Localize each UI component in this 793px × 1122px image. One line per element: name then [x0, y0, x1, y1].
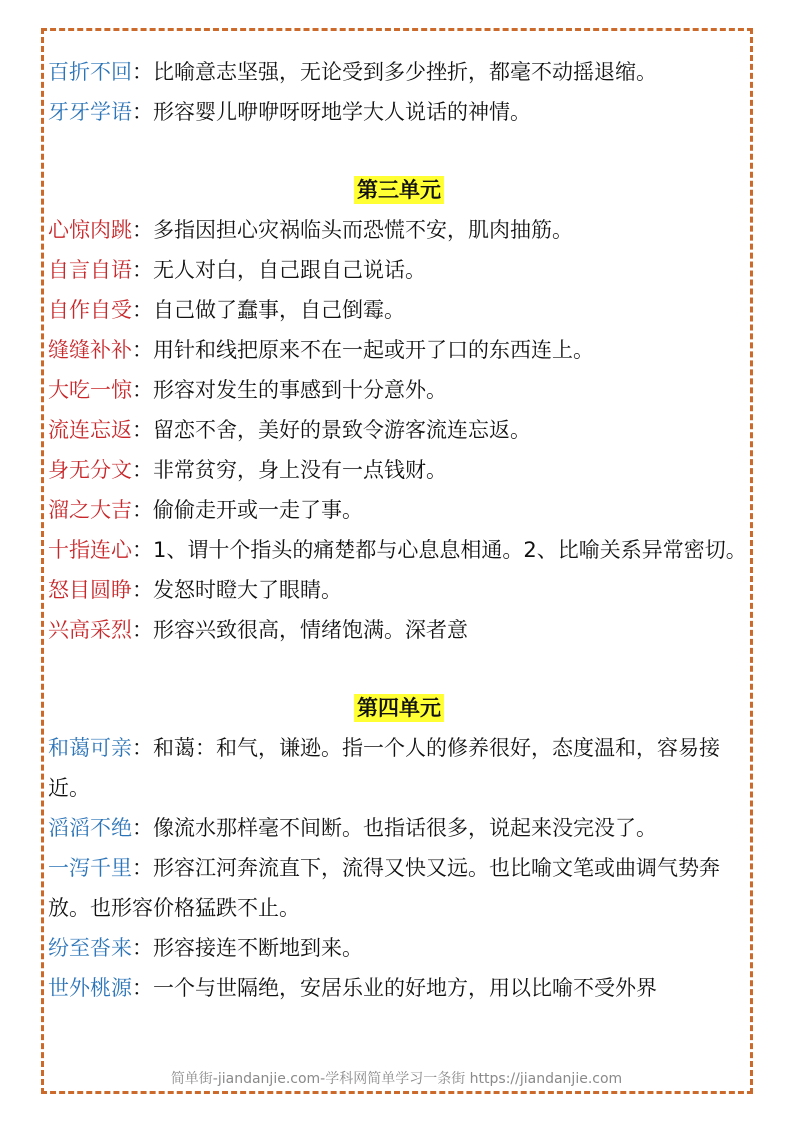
- idiom-definition: 形容兴致很高，情绪饱满。深者意: [153, 618, 468, 642]
- idiom-definition: 形容江河奔流直下，流得又快又远。也比喻文笔或曲调气势奔放。也形容价格猛跌不止。: [48, 856, 720, 920]
- idiom-term: 和蔼可亲: [48, 736, 132, 760]
- idiom-entry: 身无分文：非常贫穷，身上没有一点钱财。: [48, 458, 447, 482]
- idiom-term: 百折不回: [48, 60, 132, 84]
- idiom-entry: 自作自受：自己做了蠢事，自己倒霉。: [48, 298, 405, 322]
- idiom-term: 自作自受: [48, 298, 132, 322]
- idiom-definition: 留恋不舍，美好的景致令游客流连忘返。: [153, 418, 531, 442]
- idiom-entry: 大吃一惊：形容对发生的事感到十分意外。: [48, 378, 447, 402]
- idiom-term: 溜之大吉: [48, 498, 132, 522]
- idiom-term: 怒目圆睁: [48, 578, 132, 602]
- idiom-definition: 像流水那样毫不间断。也指话很多，说起来没完没了。: [153, 816, 657, 840]
- idiom-entry: 兴高采烈：形容兴致很高，情绪饱满。深者意: [48, 618, 468, 642]
- idiom-term: 缝缝补补: [48, 338, 132, 362]
- unit4-heading: 第四单元: [48, 688, 750, 728]
- idiom-term: 一泻千里: [48, 856, 132, 880]
- idiom-definition: 1、谓十个指头的痛楚都与心息息相通。2、比喻关系异常密切。: [153, 538, 747, 562]
- idiom-term: 流连忘返: [48, 418, 132, 442]
- idiom-entry: 纷至沓来：形容接连不断地到来。: [48, 936, 363, 960]
- idiom-entry: 怒目圆睁：发怒时瞪大了眼睛。: [48, 578, 342, 602]
- idiom-definition: 形容对发生的事感到十分意外。: [153, 378, 447, 402]
- idiom-term: 纷至沓来: [48, 936, 132, 960]
- idiom-term: 身无分文: [48, 458, 132, 482]
- idiom-entry: 和蔼可亲：和蔼：和气，谦逊。指一个人的修养很好，态度温和，容易接近。: [48, 736, 720, 800]
- idiom-definition: 多指因担心灾祸临头而恐慌不安，肌肉抽筋。: [153, 218, 573, 242]
- idiom-term: 世外桃源: [48, 976, 132, 1000]
- idiom-definition: 和蔼：和气，谦逊。指一个人的修养很好，态度温和，容易接近。: [48, 736, 720, 800]
- idiom-definition: 一个与世隔绝，安居乐业的好地方，用以比喻不受外界: [153, 976, 657, 1000]
- idiom-entry: 心惊肉跳：多指因担心灾祸临头而恐慌不安，肌肉抽筋。: [48, 218, 573, 242]
- idiom-term: 十指连心: [48, 538, 132, 562]
- idiom-definition: 偷偷走开或一走了事。: [153, 498, 363, 522]
- idiom-term: 自言自语: [48, 258, 132, 282]
- idiom-entry: 一泻千里：形容江河奔流直下，流得又快又远。也比喻文笔或曲调气势奔放。也形容价格猛跌不止。: [48, 856, 720, 920]
- idiom-term: 兴高采烈: [48, 618, 132, 642]
- idiom-term: 滔滔不绝: [48, 816, 132, 840]
- idiom-entry: 自言自语：无人对白，自己跟自己说话。: [48, 258, 426, 282]
- idiom-term: 心惊肉跳: [48, 218, 132, 242]
- document-body: [48, 52, 750, 1008]
- idiom-definition: 无人对白，自己跟自己说话。: [153, 258, 426, 282]
- idiom-definition: 形容接连不断地到来。: [153, 936, 363, 960]
- idiom-definition: 形容婴儿咿咿呀呀地学大人说话的神情。: [153, 100, 531, 124]
- idiom-definition: 自己做了蠢事，自己倒霉。: [153, 298, 405, 322]
- idiom-entry: 世外桃源：一个与世隔绝，安居乐业的好地方，用以比喻不受外界: [48, 976, 657, 1000]
- page-footer: 简单街-jiandanjie.com-学科网简单学习一条街 https://jiandanjie.com: [170, 1071, 623, 1087]
- idiom-definition: 发怒时瞪大了眼睛。: [153, 578, 342, 602]
- unit3-heading: 第三单元: [48, 170, 750, 210]
- idiom-entry: 滔滔不绝：像流水那样毫不间断。也指话很多，说起来没完没了。: [48, 816, 657, 840]
- idiom-entry: 流连忘返：留恋不舍，美好的景致令游客流连忘返。: [48, 418, 531, 442]
- idiom-term: 大吃一惊: [48, 378, 132, 402]
- idiom-definition: 用针和线把原来不在一起或开了口的东西连上。: [153, 338, 594, 362]
- idiom-entry: 十指连心：1、谓十个指头的痛楚都与心息息相通。2、比喻关系异常密切。: [48, 538, 747, 562]
- idiom-entry: 百折不回：比喻意志坚强，无论受到多少挫折，都毫不动摇退缩。: [48, 60, 657, 84]
- idiom-entry: 溜之大吉：偷偷走开或一走了事。: [48, 498, 363, 522]
- idiom-definition: 非常贫穷，身上没有一点钱财。: [153, 458, 447, 482]
- idiom-definition: 比喻意志坚强，无论受到多少挫折，都毫不动摇退缩。: [153, 60, 657, 84]
- idiom-entry: 缝缝补补：用针和线把原来不在一起或开了口的东西连上。: [48, 338, 594, 362]
- idiom-entry: 牙牙学语：形容婴儿咿咿呀呀地学大人说话的神情。: [48, 100, 531, 124]
- idiom-term: 牙牙学语: [48, 100, 132, 124]
